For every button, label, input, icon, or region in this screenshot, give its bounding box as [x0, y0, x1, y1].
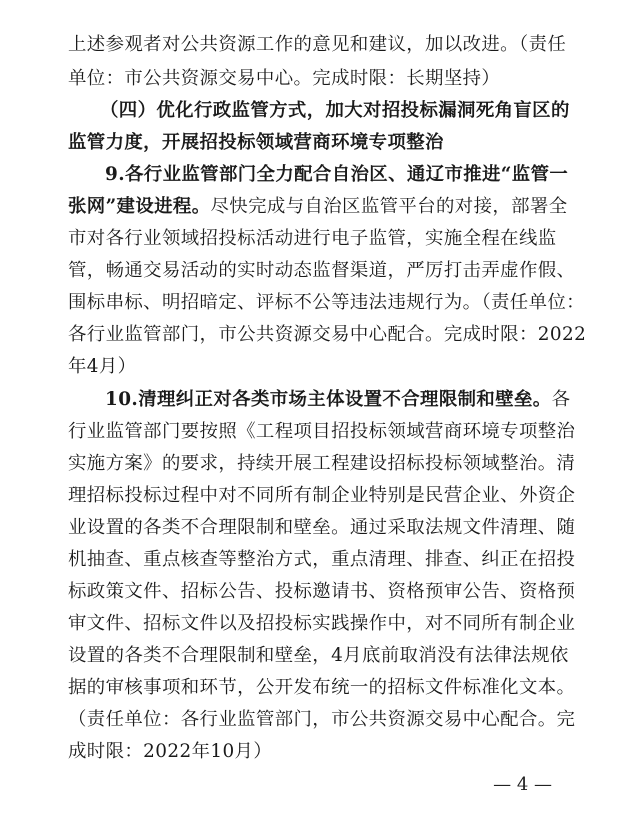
line-text: 管，畅通交易活动的实时动态监督渠道，严厉打击弄虚作假、 — [68, 260, 576, 281]
item-9-line-1 — [105, 158, 569, 192]
item-10-line-6 — [68, 543, 576, 577]
line-text: 理招标投标过程中对不同所有制企业特别是民营企业、外资企 — [68, 485, 576, 506]
line-text: 机抽查、重点核查等整治方式，重点清理、排查、纠正在招投 — [68, 549, 576, 570]
item-10-line-12 — [68, 735, 554, 769]
item-9-line-7 — [68, 350, 554, 384]
line-text: 实施方案》的要求，持续开展工程建设招标投标领域整治。清 — [68, 453, 576, 474]
line-text: 据的审核事项和环节，公开发布统一的招标文件标准化文本。 — [68, 677, 576, 698]
item-10-line-11 — [68, 703, 576, 737]
line-text: 围标串标、明招暗定、评标不公等违法违规行为。（责任单位： — [68, 292, 585, 313]
item-10-line-5 — [68, 511, 576, 545]
item-9-title-end: 张网”建设进程。 — [68, 196, 211, 217]
item-9-line-5 — [68, 286, 585, 320]
page-number: — 4 — — [493, 774, 552, 795]
line-text: 业设置的各类不合理限制和壁垒。通过采取法规文件清理、随 — [68, 517, 576, 538]
line-text: 单位：市公共资源交易中心。完成时限：长期坚持） — [68, 68, 501, 89]
line-text: 年4月） — [68, 356, 137, 377]
item-10-line-10 — [68, 671, 576, 705]
line-text: 审文件、招标文件以及招投标实践操作中，对不同所有制企业 — [68, 613, 576, 634]
item-10-line-4 — [68, 479, 576, 513]
item-10-line-2 — [68, 415, 576, 449]
line-text: 标政策文件、招标公告、投标邀请书、资格预审公告、资格预 — [68, 581, 576, 602]
line-text: 市对各行业领域招投标活动进行电子监管，实施全程在线监 — [68, 228, 557, 249]
line-text: 成时限：2022年10月） — [68, 741, 273, 762]
text-line-2 — [68, 62, 554, 96]
line-text: 行业监管部门要按照《工程项目招投标领域营商环境专项整治 — [68, 421, 576, 442]
section-heading-line-2 — [68, 126, 554, 160]
section-heading-text: （四）优化行政监管方式，加大对招投标漏洞死角盲区的 — [100, 100, 570, 121]
item-10-line-7 — [68, 575, 576, 609]
line-text: （责任单位：各行业监管部门，市公共资源交易中心配合。完 — [68, 709, 576, 730]
item-10-line-3 — [68, 447, 576, 481]
item-10-line-9 — [68, 639, 569, 673]
item-9-line-3 — [68, 222, 557, 256]
item-9-line-6 — [68, 318, 587, 352]
item-10-title: 10.清理纠正对各类市场主体设置不合理限制和壁垒。 — [105, 389, 552, 410]
line-text: 尽快完成与自治区监管平台的对接，部署全 — [210, 196, 568, 217]
item-9-line-2 — [68, 190, 568, 224]
item-10-line-1 — [105, 383, 571, 417]
text-line-1 — [68, 28, 567, 62]
line-text: 设置的各类不合理限制和壁垒，4月底前取消没有法律法规依 — [68, 645, 569, 666]
item-10-line-8 — [68, 607, 576, 641]
section-heading-text: 监管力度，开展招投标领域营商环境专项整治 — [68, 132, 444, 153]
line-text: 上述参观者对公共资源工作的意见和建议，加以改进。（责任 — [68, 34, 567, 55]
line-text: 各 — [551, 389, 571, 410]
item-9-title: 9.各行业监管部门全力配合自治区、通辽市推进“监管一 — [105, 164, 569, 185]
section-heading-line-1 — [100, 94, 570, 128]
item-9-line-4 — [68, 254, 576, 288]
line-text: 各行业监管部门，市公共资源交易中心配合。完成时限：2022 — [68, 324, 587, 345]
